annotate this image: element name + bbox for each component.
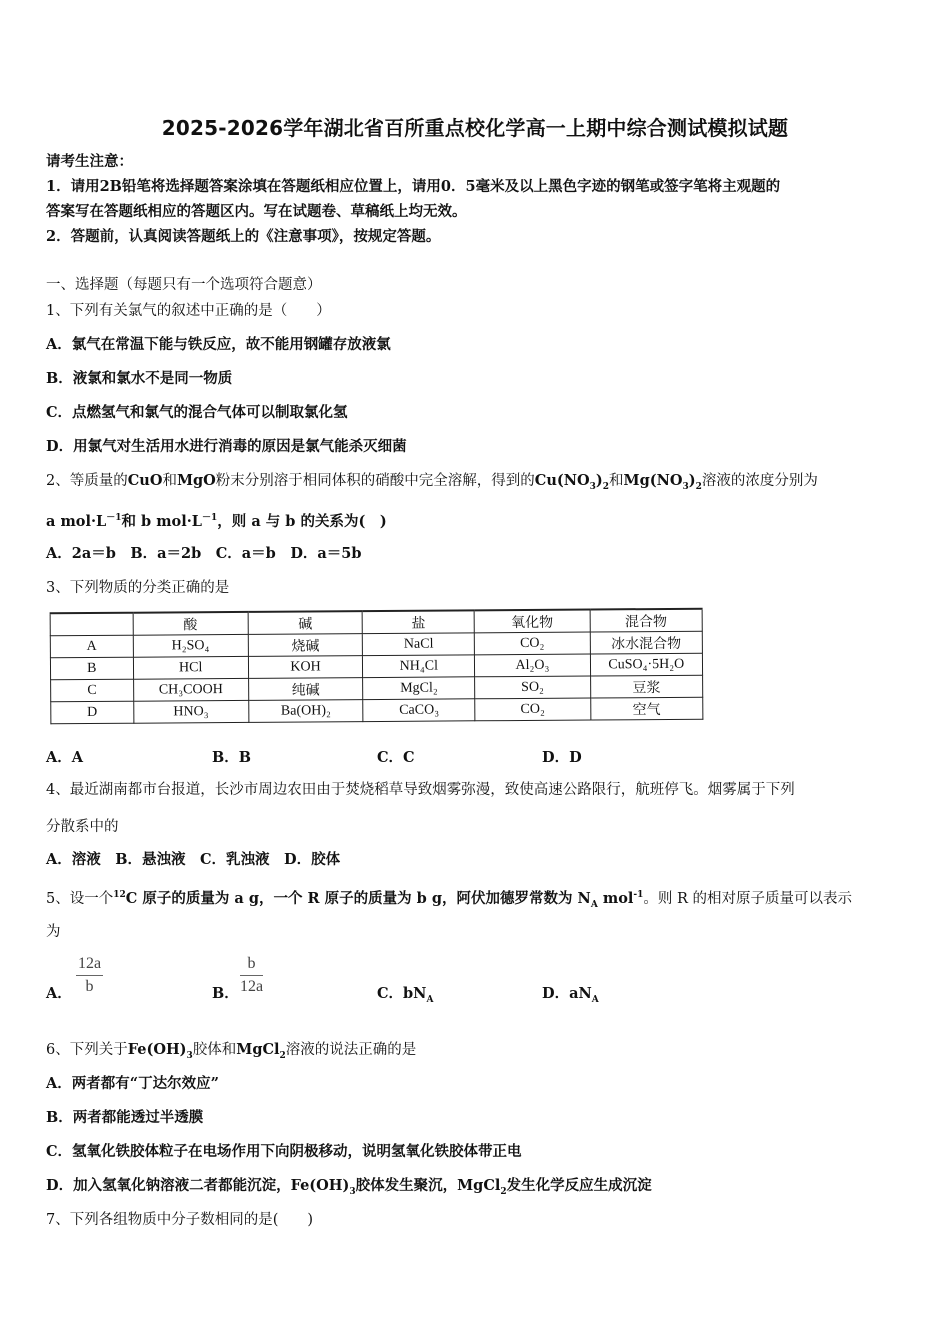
q3-option-d: D．D (542, 749, 582, 766)
table-cell: 豆浆 (590, 675, 703, 698)
q6-option-a: A．两者都有“丁达尔效应” (46, 1075, 219, 1092)
table-cell: A (50, 635, 133, 658)
q5-option-d: D．$aN_A$ (542, 985, 599, 1005)
fraction-12a-over-b: $\frac{12a}{b}$ (78, 955, 102, 995)
table-cell: SO₂ (475, 676, 591, 699)
table-header-cell: 盐 (363, 610, 475, 633)
notice-line-1: 1．请用2B铅笔将选择题答案涂填在答题纸相应位置上，请用0．5毫米及以上黑色字迹的钢笔或签字笔将主观题的 (46, 178, 781, 195)
q2-options: A．2a＝b B．a＝2b C．a＝b D．a＝5b (46, 545, 362, 562)
table-cell: CO₂ (475, 698, 591, 721)
page-title: 2025-2026学年湖北省百所重点校化学高一上期中综合测试模拟试题 (161, 116, 789, 140)
table-cell: NaCl (363, 633, 475, 656)
notice-line-2: 答案写在答题纸相应的答题区内。写在试题卷、草稿纸上均无效。 (46, 203, 467, 220)
table-cell: 纯碱 (248, 678, 363, 701)
table-cell: CH₃COOH (133, 678, 248, 701)
table-cell: C (51, 679, 134, 702)
table-cell: CaCO₃ (363, 699, 475, 722)
table-cell: MgCl₂ (363, 677, 475, 700)
q3-option-b: B．B (212, 749, 252, 766)
table-cell: B (50, 657, 133, 680)
table-header-cell: 混合物 (590, 609, 703, 632)
table-header-cell (50, 613, 133, 636)
table-cell: Al₂O₃ (475, 654, 591, 677)
q3-stem: 3、下列物质的分类正确的是 (46, 580, 230, 596)
q6-option-d: D．加入氢氧化钠溶液二者都能沉淀，$Fe(OH)_3$胶体发生聚沉，MgCl$_2$发生化学反应生成沉淀 (46, 1177, 652, 1197)
table-cell: 冰水混合物 (590, 631, 703, 654)
q2-stem: 2、等质量的CuO和MgO粉末分别溶于相同体积的硝酸中完全溶解，得到的$Cu(NO_3)_2$和$Mg(NO_3)_2$溶液的浓度分别为 (46, 472, 818, 492)
table-cell: NH₄Cl (363, 655, 475, 678)
q6-option-b: B．两者都能透过半透膜 (46, 1109, 204, 1126)
table-cell: H₂SO₄ (133, 634, 248, 657)
q6-stem: 6、下列关于$Fe(OH)_3$胶体和MgCl$_2$溶液的说法正确的是 (46, 1041, 417, 1061)
q5-option-a: A． (46, 985, 72, 1002)
classification-table (50, 608, 704, 725)
q7-stem: 7、下列各组物质中分子数相同的是( ) (46, 1212, 314, 1228)
table-cell: CO₂ (474, 632, 590, 655)
notice-heading: 请考生注意： (46, 153, 133, 170)
q5-option-c: C．$bN_A$ (377, 985, 434, 1005)
table-header-cell: 酸 (133, 612, 248, 635)
q4-stem-line-2: 分散系中的 (46, 819, 119, 835)
q1-option-c: C．点燃氢气和氯气的混合气体可以制取氯化氢 (46, 404, 348, 421)
table-cell: CuSO₄·5H₂O (590, 653, 703, 676)
q1-option-a: A．氯气在常温下能与铁反应，故不能用钢罐存放液氯 (46, 336, 391, 353)
table-header-cell: 碱 (248, 611, 363, 634)
q1-option-b: B．液氯和氯水不是同一物质 (46, 370, 233, 387)
table-cell: KOH (248, 656, 363, 679)
q4-stem: 4、最近湖南都市台报道，长沙市周边农田由于焚烧稻草导致烟雾弥漫，致使高速公路限行，航班停飞。烟雾属于下列 (46, 782, 795, 798)
q4-options: A．溶液 B．悬浊液 C．乳浊液 D．胶体 (46, 851, 341, 868)
table-cell: D (51, 701, 134, 724)
table-cell: Ba(OH)₂ (248, 700, 363, 723)
q5-option-b: B． (212, 985, 239, 1002)
table-cell: 空气 (590, 697, 703, 720)
q1-stem: 1、下列有关氯气的叙述中正确的是（ ） (46, 303, 331, 319)
table-header-cell: 氧化物 (474, 610, 590, 633)
q3-option-a: A．A (46, 749, 84, 766)
q2-stem-line-2: a $mol\cdot L^{-1}$和 b $mol\cdot L^{-1}$，则 a 与 b 的关系为( ) (46, 512, 387, 530)
q5-stem: 5、设一个$^{12}$C 原子的质量为 a g，一个 R 原子的质量为 b g，阿伏加德罗常数为 $N_A$ mol$^{-1}$。则 R 的相对原子质量可以表示 (46, 889, 853, 910)
q3-option-c: C．C (377, 749, 415, 766)
fraction-b-over-12a: $\frac{b}{12a}$ (240, 955, 264, 995)
table-cell: HCl (133, 656, 248, 679)
notice-line-3: 2．答题前，认真阅读答题纸上的《注意事项》，按规定答题。 (46, 228, 441, 245)
section-heading: 一、选择题（每题只有一个选项符合题意） (46, 277, 322, 293)
q5-stem-line-2: 为 (46, 924, 61, 940)
table-cell: HNO₃ (133, 700, 248, 723)
q6-option-c: C．氢氧化铁胶体粒子在电场作用下向阴极移动，说明氢氧化铁胶体带正电 (46, 1143, 522, 1160)
q1-option-d: D．用氯气对生活用水进行消毒的原因是氯气能杀灭细菌 (46, 438, 407, 455)
table-row (51, 697, 703, 724)
table-cell: 烧碱 (248, 634, 363, 657)
